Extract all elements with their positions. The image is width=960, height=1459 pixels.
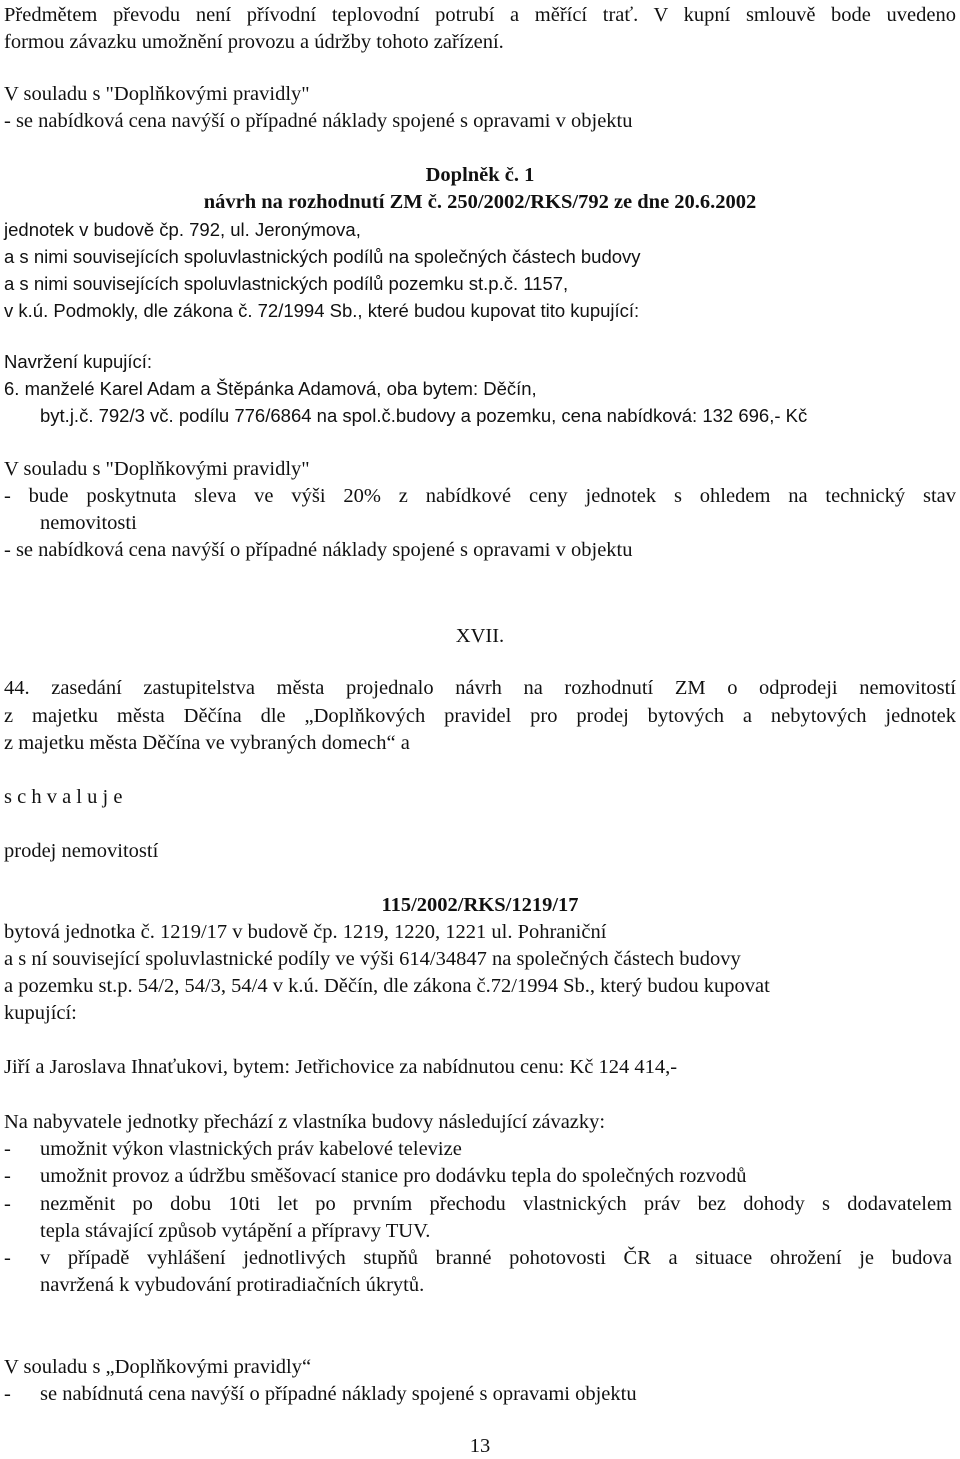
text-line: V souladu s "Doplňkovými pravidly" xyxy=(4,83,310,105)
appendix-subtitle: návrh na rozhodnutí ZM č. 250/2002/RKS/792 ze dne 20.6.2002 xyxy=(203,191,757,213)
buyer-entry: 6. manželé Karel Adam a Štěpánka Adamová, oba bytem: Děčín, xyxy=(4,378,537,399)
page-number: 13 xyxy=(469,1435,491,1457)
list-bullet: - xyxy=(4,1193,11,1215)
buyer-detail: byt.j.č. 792/3 vč. podílu 776/6864 na spol.č.budovy a pozemku, cena nabídková: 132 696,- Kč xyxy=(40,405,808,426)
text-line: V souladu s "Doplňkovými pravidly" xyxy=(4,458,310,480)
section-heading: Na nabyvatele jednotky přechází z vlastníka budovy následující závazky: xyxy=(4,1111,606,1133)
list-item: se nabídnutá cena navýší o případné náklady spojené s opravami objektu xyxy=(40,1383,637,1405)
list-item: nezměnit po dobu 10ti let po prvním přechodu vlastnických práv bez dohody s dodavatelem xyxy=(40,1193,952,1215)
text-line: a s ní související spoluvlastnické podíly ve výši 614/34847 na společných částech budovy xyxy=(4,948,741,970)
text-line: a s nimi souvisejících spoluvlastnických podílů pozemku st.p.č. 1157, xyxy=(4,273,569,294)
text-line: z majetku města Děčína ve vybraných domech“ a xyxy=(4,732,410,754)
text-line: prodej nemovitostí xyxy=(4,840,159,862)
text-line: z majetku města Děčína dle „Doplňkových pravidel pro prodej bytových a nebytových jednotek xyxy=(4,705,956,727)
section-number: XVII. xyxy=(455,625,505,647)
list-item-continued: tepla stávající způsob vytápění a přípravy TUV. xyxy=(40,1220,431,1242)
text-line: formou závazku umožnění provozu a údržby tohoto zařízení. xyxy=(4,31,504,53)
list-item: umožnit výkon vlastnických práv kabelové televize xyxy=(40,1138,462,1160)
list-item-continued: navržená k vybudování protiradiačních úkrytů. xyxy=(40,1274,425,1296)
appendix-title: Doplněk č. 1 xyxy=(425,164,535,186)
list-item: v případě vyhlášení jednotlivých stupňů branné pohotovosti ČR a situace ohrožení je budova xyxy=(40,1247,952,1269)
list-item: umožnit provoz a údržbu směšovací stanice pro dodávku tepla do společných rozvodů xyxy=(40,1165,747,1187)
text-line: a s nimi souvisejících spoluvlastnických podílů na společných částech budovy xyxy=(4,246,641,267)
text-line: bytová jednotka č. 1219/17 v budově čp. 1219, 1220, 1221 ul. Pohraniční xyxy=(4,921,607,943)
text-line: kupující: xyxy=(4,1002,77,1024)
text-line: - se nabídková cena navýší o případné náklady spojené s opravami v objektu xyxy=(4,110,633,132)
resolution-number: 115/2002/RKS/1219/17 xyxy=(381,894,579,916)
text-line: Předmětem převodu není přívodní teplovodní potrubí a měřící trať. V kupní smlouvě bode uvedeno xyxy=(4,4,956,26)
buyer-line: Jiří a Jaroslava Ihnaťukovi, bytem: Jetřichovice za nabídnutou cenu: Kč 124 414,- xyxy=(4,1056,678,1078)
text-line: nemovitosti xyxy=(40,512,137,534)
list-bullet: - xyxy=(4,1247,11,1269)
text-line: a pozemku st.p. 54/2, 54/3, 54/4 v k.ú. Děčín, dle zákona č.72/1994 Sb., který budou kupovat xyxy=(4,975,770,997)
list-bullet: - xyxy=(4,1165,11,1187)
text-line: 44. zasedání zastupitelstva města projednalo návrh na rozhodnutí ZM o odprodeji nemovitostí xyxy=(4,677,956,699)
section-heading: Navržení kupující: xyxy=(4,351,153,372)
text-line: - bude poskytnuta sleva ve výši 20% z nabídkové ceny jednotek s ohledem na technický stav xyxy=(4,485,956,507)
list-bullet: - xyxy=(4,1383,11,1405)
text-line: V souladu s „Doplňkovými pravidly“ xyxy=(4,1356,312,1378)
text-line: jednotek v budově čp. 792, ul. Jeronýmova, xyxy=(4,219,361,240)
list-bullet: - xyxy=(4,1138,11,1160)
text-line: - se nabídková cena navýší o případné náklady spojené s opravami v objektu xyxy=(4,539,633,561)
decision-word: s c h v a l u j e xyxy=(4,786,123,808)
text-line: v k.ú. Podmokly, dle zákona č. 72/1994 Sb., které budou kupovat tito kupující: xyxy=(4,300,640,321)
